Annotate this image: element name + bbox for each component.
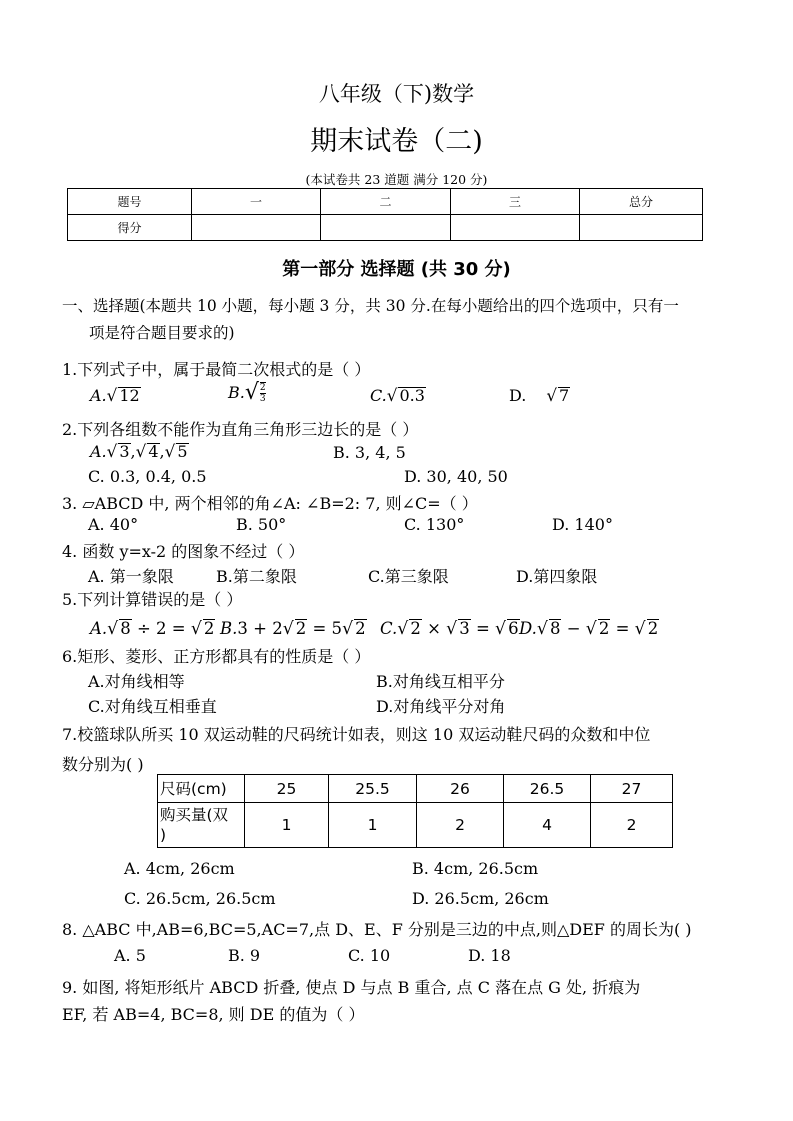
q7-option-a[interactable]: A. 4cm, 26cm (124, 859, 235, 878)
shoe-count-cell: 2 (417, 803, 504, 848)
score-cell: 三 (451, 189, 580, 215)
q7-option-d[interactable]: D. 26.5cm, 26cm (412, 889, 549, 908)
q3-option-a[interactable]: A. 40° (88, 515, 139, 534)
shoe-count-cell: 1 (245, 803, 329, 848)
q8-stem: 8. △ABC 中,AB=6,BC=5,AC=7,点 D、E、F 分别是三边的中点,则△DEF 的周长为( ) (62, 920, 692, 939)
score-cell: 二 (321, 189, 451, 215)
q4-option-b[interactable]: B.第二象限 (216, 567, 297, 586)
score-table-score-row (68, 215, 703, 241)
shoe-count-header (158, 803, 245, 848)
q1-stem: 1.下列式子中，属于最简二次根式的是（ ） (62, 360, 371, 379)
q6-stem: 6.矩形、菱形、正方形都具有的性质是（ ） (62, 647, 371, 666)
q2-option-a[interactable]: A.√ 3,√ 4,√ 5 (90, 441, 188, 461)
q6-option-a[interactable]: A.对角线相等 (88, 672, 185, 691)
q2-option-c[interactable]: C. 0.3, 0.4, 0.5 (88, 467, 207, 486)
score-cell: 得分 (68, 215, 192, 241)
shoe-count-header-line1: 购买量(双 (160, 806, 229, 824)
grade-title: 八年级（下)数学 (318, 82, 475, 106)
q6-option-d[interactable]: D.对角线平分对角 (376, 697, 506, 716)
q7-option-c[interactable]: C. 26.5cm, 26.5cm (124, 889, 276, 908)
q2-option-d[interactable]: D. 30, 40, 50 (404, 467, 508, 486)
shoe-count-header-line2: ) (160, 826, 167, 844)
q6-option-c[interactable]: C.对角线互相垂直 (88, 697, 217, 716)
q8-option-a[interactable]: A. 5 (114, 946, 146, 965)
q4-option-d[interactable]: D.第四象限 (516, 567, 598, 586)
shoe-size-header: 尺码(cm) (158, 775, 245, 803)
q9-stem-line1: 9. 如图, 将矩形纸片 ABCD 折叠, 使点 D 与点 B 重合, 点 C 落在点 G 处, 折痕为 (62, 978, 641, 997)
score-input-cell[interactable] (451, 215, 580, 241)
score-table-header-row (68, 189, 703, 215)
q1-option-a[interactable]: A.√ 12 (90, 385, 140, 405)
q1-option-b[interactable]: B.√ $\frac{2}{3}$ (228, 380, 266, 405)
score-cell: 一 (192, 189, 321, 215)
q4-stem: 4. 函数 y=x-2 的图象不经过（ ） (62, 542, 305, 561)
q9-stem-line2: EF, 若 AB=4, BC=8, 则 DE 的值为（ ） (62, 1005, 365, 1024)
score-input-cell[interactable] (580, 215, 703, 241)
score-input-cell[interactable] (192, 215, 321, 241)
q8-option-d[interactable]: D. 18 (468, 946, 511, 965)
q1-option-c[interactable]: C.√ 0.3 (370, 385, 425, 405)
q8-option-b[interactable]: B. 9 (228, 946, 261, 965)
shoe-count-cell: 1 (329, 803, 417, 848)
exam-subtitle: (本试卷共 23 道题 满分 120 分) (305, 172, 488, 187)
q5-option-c[interactable]: C.√ 2 × √ 3 = √ 6 (380, 619, 519, 639)
q7-stem-line2: 数分别为( ) (62, 755, 144, 774)
shoe-size-cell: 26 (417, 775, 504, 803)
q3-option-b[interactable]: B. 50° (236, 515, 287, 534)
shoe-count-cell: 4 (504, 803, 591, 848)
score-table (67, 188, 703, 241)
shoe-size-row (158, 775, 673, 803)
q5-stem: 5.下列计算错误的是（ ） (62, 590, 243, 609)
q5-option-a[interactable]: A.√ 8 ÷ 2 = √ 2 (90, 619, 215, 639)
q3-option-c[interactable]: C. 130° (404, 515, 465, 534)
shoe-size-cell: 27 (591, 775, 673, 803)
part-title: 第一部分 选择题 (共 30 分) (282, 259, 511, 280)
q2-stem: 2.下列各组数不能作为直角三角形三边长的是（ ） (62, 420, 419, 439)
shoe-count-cell: 2 (591, 803, 673, 848)
shoe-count-row (158, 803, 673, 848)
q5-option-d[interactable]: D.√ 8 − √ 2 = √ 2 (519, 619, 659, 639)
q6-option-b[interactable]: B.对角线互相平分 (376, 672, 505, 691)
q3-stem: 3. ▱ABCD 中, 两个相邻的角∠A: ∠B=2: 7, 则∠C=（ ） (62, 494, 478, 513)
score-cell: 总分 (580, 189, 703, 215)
q8-option-c[interactable]: C. 10 (348, 946, 391, 965)
exam-title: 期末试卷（二) (310, 126, 483, 157)
q2-option-b[interactable]: B. 3, 4, 5 (333, 443, 406, 462)
shoe-size-cell: 25 (245, 775, 329, 803)
q5-option-b[interactable]: B.3 + 2√ 2 = 5√ 2 (220, 619, 366, 639)
section-instruction-line1: 一、选择题(本题共 10 小题，每小题 3 分，共 30 分.在每小题给出的四个选项中，只有一 (62, 297, 679, 315)
shoe-size-table (157, 774, 673, 848)
score-cell: 题号 (68, 189, 192, 215)
q3-option-d[interactable]: D. 140° (552, 515, 613, 534)
q4-option-c[interactable]: C.第三象限 (368, 567, 449, 586)
score-input-cell[interactable] (321, 215, 451, 241)
q7-stem-line1: 7.校篮球队所买 10 双运动鞋的尺码统计如表，则这 10 双运动鞋尺码的众数和中位 (62, 725, 651, 744)
q1-option-d[interactable]: D. √ 7 (509, 385, 570, 405)
shoe-size-cell: 26.5 (504, 775, 591, 803)
q7-option-b[interactable]: B. 4cm, 26.5cm (412, 859, 539, 878)
shoe-size-cell: 25.5 (329, 775, 417, 803)
q4-option-a[interactable]: A. 第一象限 (88, 567, 174, 586)
section-instruction-line2: 项是符合题目要求的) (89, 324, 235, 342)
